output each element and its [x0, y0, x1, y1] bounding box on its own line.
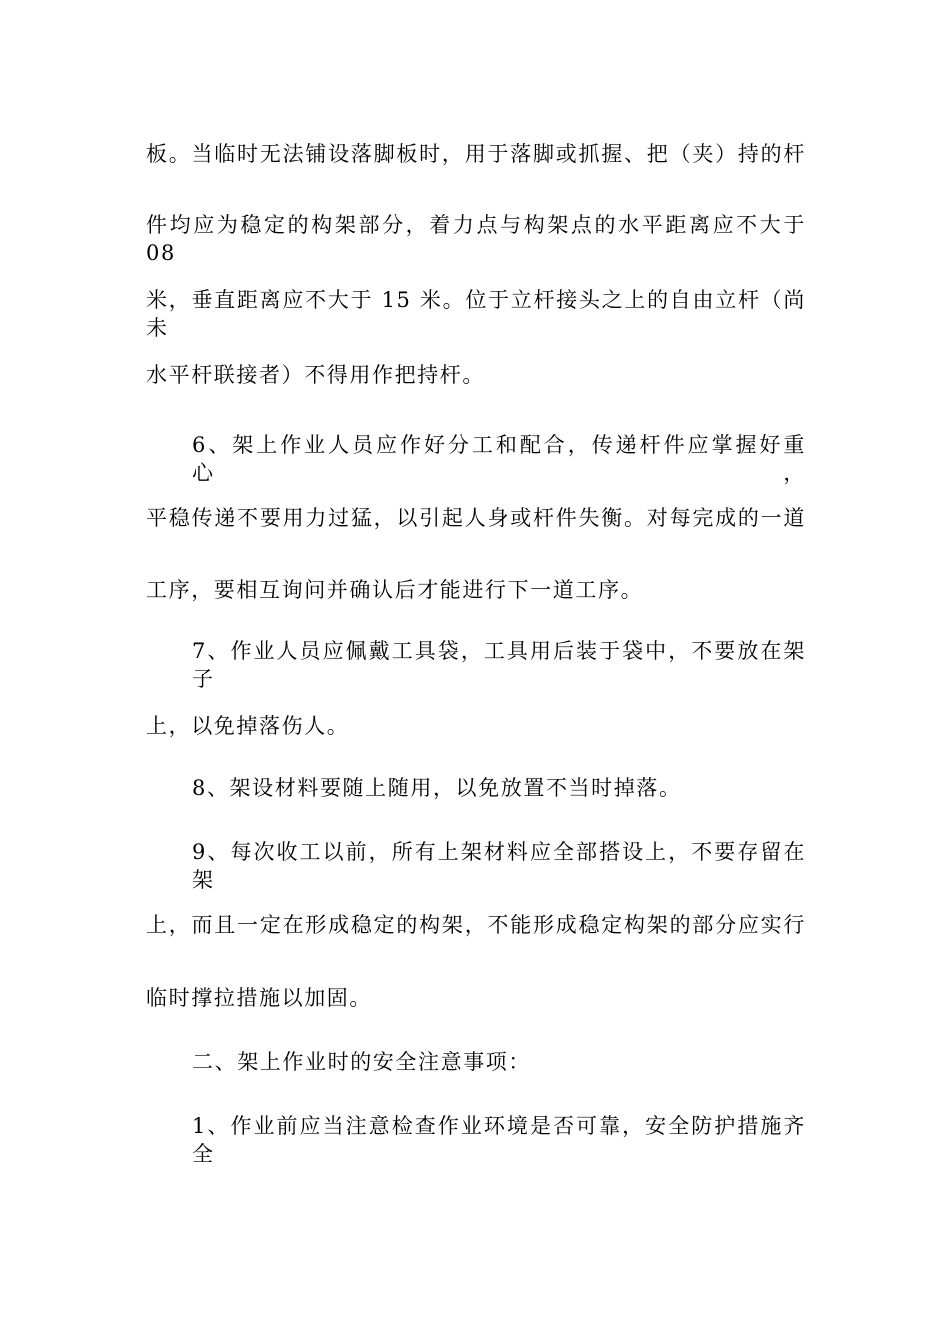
text-line: 6、架上作业人员应作好分工和配合，传递杆件应掌握好重心， — [192, 433, 806, 485]
text-line: 上，以免掉落伤人。 — [146, 714, 350, 738]
text-line: 8、架设材料要随上随用，以免放置不当时掉落。 — [192, 776, 682, 800]
text-line: 件均应为稳定的构架部分，着力点与构架点的水平距离应不大于 08 — [146, 213, 806, 265]
text-line: 平稳传递不要用力过猛，以引起人身或杆件失衡。对每完成的一道 — [146, 506, 806, 530]
text-line: 7、作业人员应佩戴工具袋，工具用后装于袋中，不要放在架子 — [192, 639, 806, 691]
section-heading: 二、架上作业时的安全注意事项： — [192, 1050, 531, 1074]
text-line: 工序，要相互询问并确认后才能进行下一道工序。 — [146, 578, 644, 602]
text-line: 9、每次收工以前，所有上架材料应全部搭设上，不要存留在架 — [192, 840, 806, 892]
text-line: 米，垂直距离应不大于 15 米。位于立杆接头之上的自由立杆（尚未 — [146, 288, 806, 340]
text-line: 水平杆联接者）不得用作把持杆。 — [146, 363, 485, 387]
text-line: 板。当临时无法铺设落脚板时，用于落脚或抓握、把（夹）持的杆 — [146, 142, 806, 166]
text-line: 临时撑拉措施以加固。 — [146, 986, 372, 1010]
text-line: 1、作业前应当注意检查作业环境是否可靠，安全防护措施齐全 — [192, 1114, 806, 1166]
text-line: 上，而且一定在形成稳定的构架，不能形成稳定构架的部分应实行 — [146, 913, 806, 937]
